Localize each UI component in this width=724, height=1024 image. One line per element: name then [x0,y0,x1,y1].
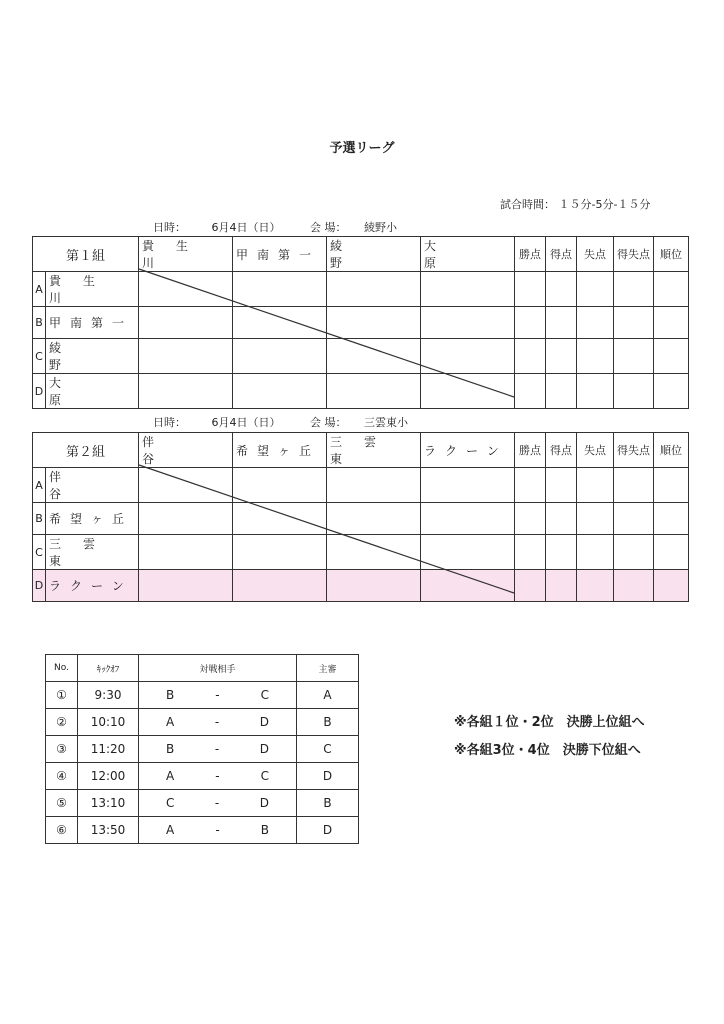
opponent-label: 三雲東 [330,435,399,466]
match-time-rule: 試合時間： １５分-5分-１５分 [500,198,651,211]
match-number: ⑥ [46,817,78,844]
opponent-label: 希望ヶ丘 [236,443,321,458]
stat-header: 勝点 [515,237,546,272]
team-name: 綾野 [46,339,139,374]
team-name: 甲南第一 [46,307,139,339]
referee: B [297,790,359,817]
away-team: D [259,796,269,810]
schedule-row [46,790,359,817]
away-team: C [260,769,269,783]
home-team: A [166,823,175,837]
stat-header: 失点 [577,433,614,468]
venue-label: 会 場： [310,416,347,429]
stat-header: 得失点 [614,433,654,468]
dash: - [214,742,220,756]
date-label: 日時： [153,416,186,429]
team-letter: A [33,468,46,503]
match-number: ④ [46,763,78,790]
opponent-label: 貴生川 [142,239,211,270]
schedule-row [46,682,359,709]
home-team: B [166,688,175,702]
home-team: A [166,715,175,729]
matchup [139,790,297,817]
team-name: 希望ヶ丘 [46,503,139,535]
schedule-header-no: No. [46,655,78,682]
team-letter: C [33,535,46,570]
referee: D [297,817,359,844]
kickoff-time: 12:00 [78,763,139,790]
opponent-label: 甲南第一 [236,247,321,262]
match-number: ⑤ [46,790,78,817]
team-letter: A [33,272,46,307]
date-value: 6月4日（日） [211,416,281,429]
group-name: 第２組 [33,433,139,468]
stat-header: 得失点 [614,237,654,272]
matchup [139,763,297,790]
referee: D [297,763,359,790]
kickoff-time: 13:50 [78,817,139,844]
matchup [139,817,297,844]
dash: - [215,688,220,702]
group-name: 第１組 [33,237,139,272]
away-team: B [260,823,269,837]
schedule-row [46,736,359,763]
schedule-row [46,709,359,736]
schedule-header-kickoff: ｷｯｸｵﾌ [78,655,139,682]
page-title: 予選リーグ [329,141,395,156]
matchup [139,736,297,763]
stat-header: 得点 [546,237,577,272]
opponent-label: ラクーン [424,443,508,458]
note-upper: ※各組１位・2位 決勝上位組へ [454,715,645,730]
dash: - [214,715,220,729]
dash: - [215,769,220,783]
opponent-label: 綾野 [330,239,407,270]
home-team: C [166,796,175,810]
note-lower: ※各組3位・4位 決勝下位組へ [454,743,641,758]
venue-value: 三雲東小 [364,416,408,429]
team-name: 貴生川 [46,272,139,307]
schedule-header-match: 対戦相手 [139,655,297,682]
match-number: ② [46,709,78,736]
kickoff-time: 11:20 [78,736,139,763]
home-team: B [166,742,175,756]
away-team: D [259,742,269,756]
kickoff-time: 13:10 [78,790,139,817]
away-team: D [259,715,269,729]
team-letter: D [33,570,46,602]
team-letter: D [33,374,46,409]
schedule-table [45,654,359,844]
team-name: ラクーン [46,570,139,602]
dash: - [215,823,220,837]
stat-header: 順位 [654,433,689,468]
venue-label: 会 場： [310,221,347,234]
team-letter: C [33,339,46,374]
matchup [139,682,297,709]
team-letter: B [33,503,46,535]
match-number: ① [46,682,78,709]
schedule-row [46,817,359,844]
kickoff-time: 10:10 [78,709,139,736]
stat-header: 得点 [546,433,577,468]
match-number: ③ [46,736,78,763]
stat-header: 勝点 [515,433,546,468]
team-name: 大原 [46,374,139,409]
date-label: 日時： [153,221,186,234]
referee: A [297,682,359,709]
date-value: 6月4日（日） [211,221,281,234]
stat-header: 失点 [577,237,614,272]
opponent-label: 大原 [424,239,497,270]
home-team: A [166,769,175,783]
referee: B [297,709,359,736]
schedule-header-referee: 主審 [297,655,359,682]
team-letter: B [33,307,46,339]
team-name: 伴谷 [46,468,139,503]
matchup [139,709,297,736]
stat-header: 順位 [654,237,689,272]
dash: - [214,796,220,810]
team-name: 三雲東 [46,535,139,570]
schedule-row [46,763,359,790]
opponent-label: 伴谷 [142,435,219,466]
venue-value: 綾野小 [364,221,397,234]
kickoff-time: 9:30 [78,682,139,709]
away-team: C [260,688,269,702]
referee: C [297,736,359,763]
